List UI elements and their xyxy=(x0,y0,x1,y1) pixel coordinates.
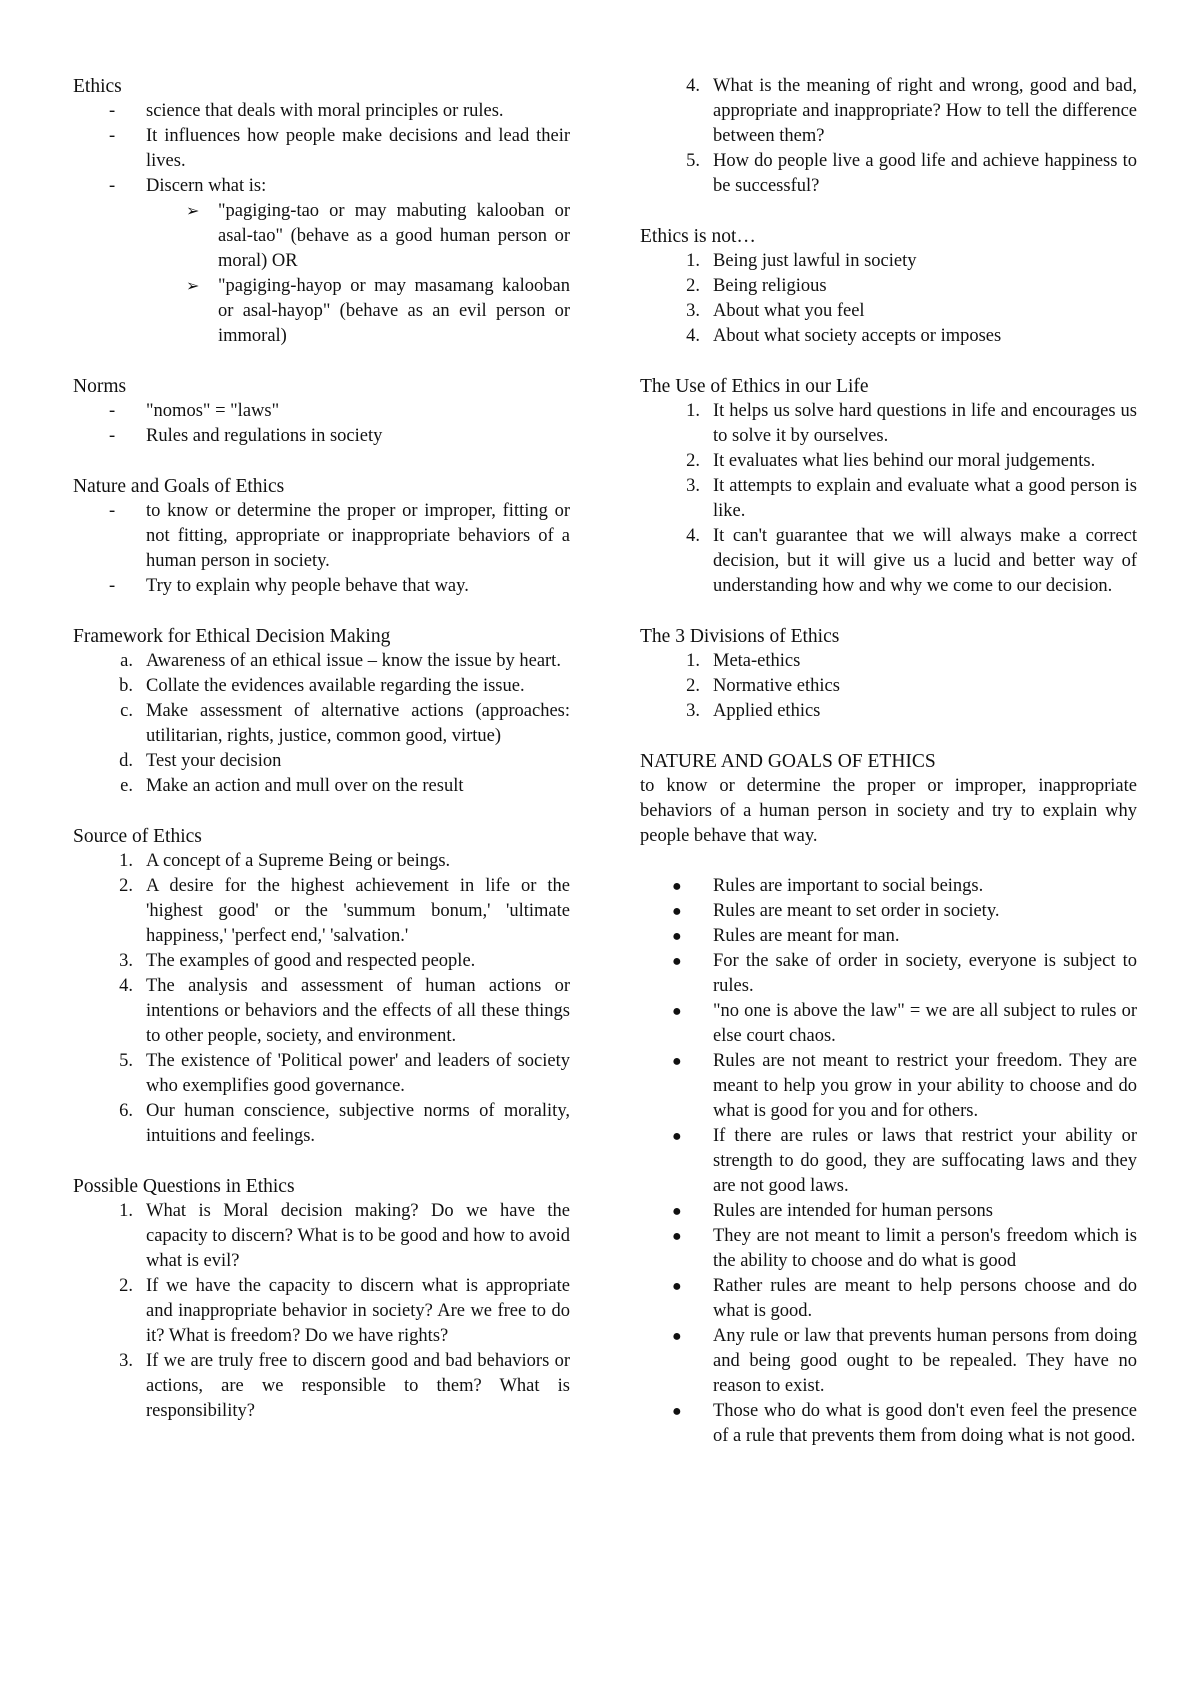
item-text: Discern what is: xyxy=(146,176,267,196)
section-title: Source of Ethics xyxy=(73,826,202,847)
item-text: Any rule or law that prevents human persons from doing and being good ought to be repealed. They have no reason to exist. xyxy=(713,1326,1137,1396)
item-text: If we have the capacity to discern what is appropriate and inappropriate behavior in society? Are we free to do it? What is freedom? Do we have rights? xyxy=(146,1276,570,1346)
list-marker: b. xyxy=(119,676,133,696)
section-title: Norms xyxy=(73,376,127,397)
list-marker: 2. xyxy=(119,1276,133,1296)
item-text: It helps us solve hard questions in life and encourages us to solve it by ourselves. xyxy=(713,401,1137,446)
section-questions-continued xyxy=(640,74,1137,199)
item-text: About what society accepts or imposes xyxy=(713,326,1002,346)
item-text: For the sake of order in society, everyone is subject to rules. xyxy=(713,951,1137,996)
item-text: Those who do what is good don't even feel the presence of a rule that prevents them from doing what is not good. xyxy=(713,1401,1137,1446)
section-title: The 3 Divisions of Ethics xyxy=(640,626,840,647)
list-item xyxy=(73,1274,570,1349)
list-item xyxy=(640,449,1137,474)
list-marker: 3. xyxy=(119,951,133,971)
bullet-icon: ● xyxy=(672,1228,682,1245)
list-marker: 6. xyxy=(119,1101,133,1121)
list-marker: 2. xyxy=(686,676,700,696)
list-item xyxy=(73,124,570,174)
list-item xyxy=(640,999,1137,1049)
list-marker: 2. xyxy=(119,876,133,896)
list-item xyxy=(640,524,1137,599)
item-text: "pagiging-hayop or may masamang kalooban or asal-hayop" (behave as an evil person or immoral) xyxy=(218,276,570,346)
section-title: Possible Questions in Ethics xyxy=(73,1176,295,1197)
list-item xyxy=(640,1274,1137,1324)
list-marker: 4. xyxy=(686,526,700,546)
list-item xyxy=(73,1349,570,1424)
numbered-list xyxy=(73,1199,570,1424)
item-text: Rules are meant for man. xyxy=(713,926,900,946)
list-marker: 3. xyxy=(686,301,700,321)
bullet-icon: ● xyxy=(672,1203,682,1220)
arrow-sublist xyxy=(146,199,570,349)
list-marker: 1. xyxy=(119,1201,133,1221)
arrow-bullet-icon: ➢ xyxy=(186,278,200,295)
right-column xyxy=(640,74,1137,1474)
item-text: Our human conscience, subjective norms of morality, intuitions and feelings. xyxy=(146,1101,570,1146)
left-column xyxy=(73,74,570,1449)
item-text: It can't guarantee that we will always make a correct decision, but it will give us a lucid and better way of understanding how and why we come to our decision. xyxy=(713,526,1137,596)
list-item xyxy=(640,899,1137,924)
item-text: Applied ethics xyxy=(713,701,821,721)
bullet-icon: ● xyxy=(672,928,682,945)
section-norms xyxy=(73,374,570,449)
list-marker: 1. xyxy=(686,401,700,421)
numbered-list xyxy=(640,249,1137,349)
item-text: Make assessment of alternative actions (approaches: utilitarian, rights, justice, common good, virtue) xyxy=(146,701,570,746)
item-text: science that deals with moral principles or rules. xyxy=(146,101,504,121)
section-title: Framework for Ethical Decision Making xyxy=(73,626,391,647)
list-item xyxy=(640,949,1137,999)
section-title: Ethics xyxy=(73,76,122,97)
dash-list xyxy=(73,99,570,349)
bullet-icon: ● xyxy=(672,903,682,920)
bullet-icon: ● xyxy=(672,953,682,970)
list-item xyxy=(640,1124,1137,1199)
item-text: It influences how people make decisions and lead their lives. xyxy=(146,126,570,171)
item-text: Test your decision xyxy=(146,751,282,771)
item-text: They are not meant to limit a person's freedom which is the ability to choose and do what is good xyxy=(713,1226,1137,1271)
dash-marker: - xyxy=(109,501,116,521)
section-divisions xyxy=(640,624,1137,724)
list-item xyxy=(73,574,570,599)
list-marker: e. xyxy=(120,776,133,796)
list-item xyxy=(73,874,570,949)
numbered-list xyxy=(640,399,1137,599)
item-text: "nomos" = "laws" xyxy=(146,401,280,421)
list-item xyxy=(73,424,570,449)
sublist-item xyxy=(73,199,570,274)
item-text: The examples of good and respected people. xyxy=(146,951,476,971)
dash-marker: - xyxy=(109,426,116,446)
item-text: If there are rules or laws that restrict your ability or strength to do good, they are suffocating laws and they are not good laws. xyxy=(713,1126,1137,1196)
list-item xyxy=(640,149,1137,199)
bullet-icon: ● xyxy=(672,1003,682,1020)
bullet-list xyxy=(640,874,1137,1449)
item-text: Rules are not meant to restrict your freedom. They are meant to help you grow in your ability to choose and do what is good for you and for others. xyxy=(713,1051,1137,1121)
list-item xyxy=(640,74,1137,149)
blank-line xyxy=(640,849,1137,874)
list-marker: 3. xyxy=(686,476,700,496)
dash-marker: - xyxy=(109,126,116,146)
item-text: What is the meaning of right and wrong, good and bad, appropriate and inappropriate? How to tell the difference between them? xyxy=(713,76,1137,146)
item-text: Being religious xyxy=(713,276,827,296)
list-item xyxy=(640,474,1137,524)
item-text: A desire for the highest achievement in life or the 'highest good' or the 'summum bonum,' 'ultimate happiness,' 'perfect end,' 'salvation.' xyxy=(146,876,570,946)
list-item xyxy=(640,1049,1137,1124)
numbered-list xyxy=(73,849,570,1149)
item-text: Normative ethics xyxy=(713,676,840,696)
item-text: If we are truly free to discern good and bad behaviors or actions, are we responsible to them? What is responsibility? xyxy=(146,1351,570,1421)
bullet-icon: ● xyxy=(672,1053,682,1070)
item-text: Try to explain why people behave that way. xyxy=(146,576,469,596)
dash-list xyxy=(73,399,570,449)
list-item xyxy=(640,649,1137,674)
item-text: Meta-ethics xyxy=(713,651,801,671)
section-nature-goals xyxy=(73,474,570,599)
bullet-icon: ● xyxy=(672,1403,682,1420)
section-title: Nature and Goals of Ethics xyxy=(73,476,285,497)
list-item xyxy=(640,1224,1137,1274)
section-ethics-not xyxy=(640,224,1137,349)
section-title: The Use of Ethics in our Life xyxy=(640,376,869,397)
list-marker: 1. xyxy=(119,851,133,871)
list-marker: 1. xyxy=(686,651,700,671)
section-questions xyxy=(73,1174,570,1424)
section-title: Ethics is not… xyxy=(640,226,756,247)
list-item xyxy=(73,99,570,124)
list-item xyxy=(73,1199,570,1274)
item-text: to know or determine the proper or improper, fitting or not fitting, appropriate or inappropriate behaviors of a human person in society. xyxy=(146,501,570,571)
list-item xyxy=(73,399,570,424)
list-item xyxy=(640,274,1137,299)
list-item xyxy=(73,174,570,349)
bullet-icon: ● xyxy=(672,1328,682,1345)
item-text: Collate the evidences available regarding the issue. xyxy=(146,676,525,696)
list-marker: 3. xyxy=(119,1351,133,1371)
list-item xyxy=(640,1199,1137,1224)
list-item xyxy=(73,649,570,674)
list-item xyxy=(640,299,1137,324)
list-marker: 5. xyxy=(119,1051,133,1071)
item-text: Rules and regulations in society xyxy=(146,426,383,446)
item-text: About what you feel xyxy=(713,301,865,321)
section-framework xyxy=(73,624,570,799)
item-text: Rules are meant to set order in society. xyxy=(713,901,1000,921)
list-item xyxy=(73,774,570,799)
list-marker: 5. xyxy=(686,151,700,171)
section-title: NATURE AND GOALS OF ETHICS xyxy=(640,751,936,772)
list-item xyxy=(640,1324,1137,1399)
sublist-item xyxy=(73,274,570,349)
section-source xyxy=(73,824,570,1149)
item-text: The analysis and assessment of human actions or intentions or behaviors and the effects of all these things to other people, society, and environment. xyxy=(146,976,570,1046)
list-marker: 1. xyxy=(686,251,700,271)
item-text: How do people live a good life and achieve happiness to be successful? xyxy=(713,151,1137,196)
list-item xyxy=(640,1399,1137,1449)
list-marker: 4. xyxy=(686,76,700,96)
list-item xyxy=(640,699,1137,724)
dash-marker: - xyxy=(109,101,116,121)
dash-marker: - xyxy=(109,401,116,421)
section-use-of-ethics xyxy=(640,374,1137,599)
dash-marker: - xyxy=(109,176,116,196)
list-item xyxy=(73,674,570,699)
numbered-list xyxy=(640,649,1137,724)
list-item xyxy=(73,1049,570,1099)
list-marker: 2. xyxy=(686,276,700,296)
item-text: Rather rules are meant to help persons choose and do what is good. xyxy=(713,1276,1137,1321)
list-item xyxy=(73,699,570,749)
item-text: It evaluates what lies behind our moral judgements. xyxy=(713,451,1096,471)
list-marker: c. xyxy=(120,701,133,721)
list-marker: 3. xyxy=(686,701,700,721)
list-marker: 2. xyxy=(686,451,700,471)
dash-marker: - xyxy=(109,576,116,596)
item-text: Make an action and mull over on the result xyxy=(146,776,464,796)
item-text: A concept of a Supreme Being or beings. xyxy=(146,851,451,871)
list-marker: a. xyxy=(120,651,133,671)
list-item xyxy=(640,324,1137,349)
item-text: Rules are intended for human persons xyxy=(713,1201,993,1221)
numbered-list xyxy=(640,74,1137,199)
list-item xyxy=(73,1099,570,1149)
section-paragraph: to know or determine the proper or improper, inappropriate behaviors of a human person in society and try to explain why people behave that way. xyxy=(640,776,1137,846)
list-item xyxy=(640,399,1137,449)
section-ethics xyxy=(73,74,570,349)
list-item xyxy=(73,499,570,574)
list-marker: d. xyxy=(119,751,133,771)
item-text: The existence of 'Political power' and leaders of society who exemplifies good governance. xyxy=(146,1051,570,1096)
list-item xyxy=(640,674,1137,699)
arrow-bullet-icon: ➢ xyxy=(186,203,200,220)
item-text: Awareness of an ethical issue – know the issue by heart. xyxy=(146,651,561,671)
list-item xyxy=(73,749,570,774)
list-item xyxy=(640,924,1137,949)
lettered-list xyxy=(73,649,570,799)
item-text: Being just lawful in society xyxy=(713,251,917,271)
list-item xyxy=(73,974,570,1049)
section-nature-goals-upper xyxy=(640,749,1137,1449)
list-marker: 4. xyxy=(686,326,700,346)
list-marker: 4. xyxy=(119,976,133,996)
list-item xyxy=(73,849,570,874)
item-text: "pagiging-tao or may mabuting kalooban or asal-tao" (behave as a good human person or moral) OR xyxy=(218,201,570,271)
item-text: It attempts to explain and evaluate what a good person is like. xyxy=(713,476,1137,521)
bullet-icon: ● xyxy=(672,1278,682,1295)
bullet-icon: ● xyxy=(672,878,682,895)
bullet-icon: ● xyxy=(672,1128,682,1145)
item-text: "no one is above the law" = we are all subject to rules or else court chaos. xyxy=(713,1001,1137,1046)
list-item xyxy=(640,249,1137,274)
dash-list xyxy=(73,499,570,599)
item-text: Rules are important to social beings. xyxy=(713,876,984,896)
list-item xyxy=(73,949,570,974)
list-item xyxy=(640,874,1137,899)
item-text: What is Moral decision making? Do we have the capacity to discern? What is to be good and how to avoid what is evil? xyxy=(146,1201,570,1271)
